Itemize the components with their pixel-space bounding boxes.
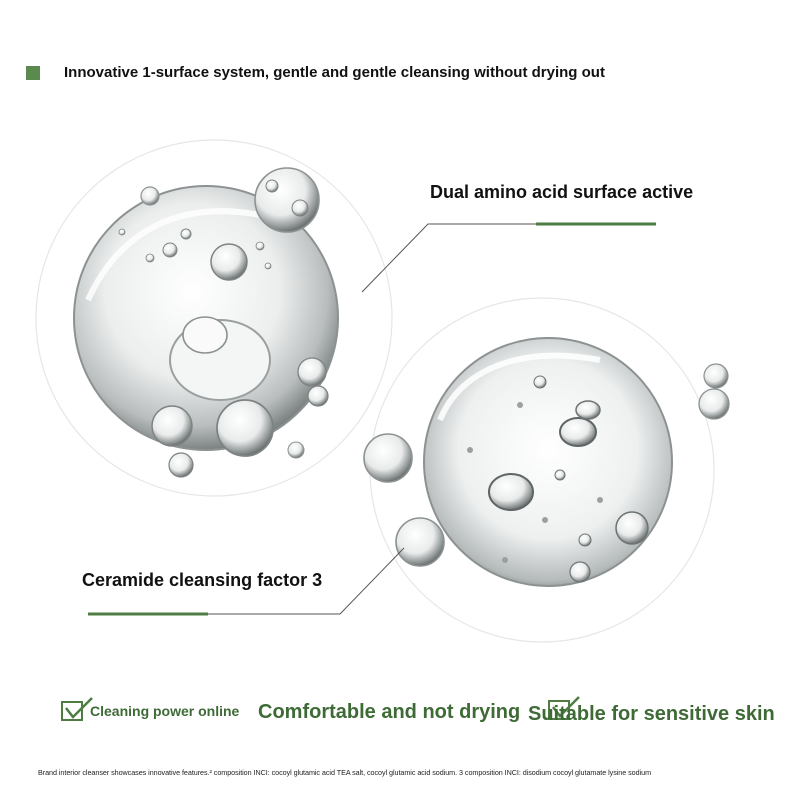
- check-box-icon: [62, 698, 92, 720]
- gel-sphere-right: [424, 338, 672, 586]
- bubble-mid: [364, 434, 412, 482]
- feature-sensitive-skin: Suitable for sensitive skin: [528, 703, 775, 725]
- callout-ceramide: Ceramide cleansing factor 3: [82, 570, 323, 590]
- bubble-top: [255, 168, 319, 232]
- bubble-right: [699, 389, 729, 419]
- feature-not-drying: Comfortable and not drying: [258, 701, 521, 723]
- footnote: Brand interior cleanser showcases innovative features.² composition INCI: cocoyl glutamic acid TEA salt, cocoyl glutamic acid sodium. 3 composition INCI: disodium cocoyl glutamate lysine sodium: [38, 768, 652, 777]
- bubble-right-top: [704, 364, 728, 388]
- bubble-lower: [396, 518, 444, 566]
- callout-dual-amino-acid: Dual amino acid surface active: [430, 182, 694, 202]
- header-title: Innovative 1-surface system, gentle and gentle cleansing without drying out: [64, 64, 605, 81]
- feature-cleaning-power: Cleaning power online: [90, 703, 240, 719]
